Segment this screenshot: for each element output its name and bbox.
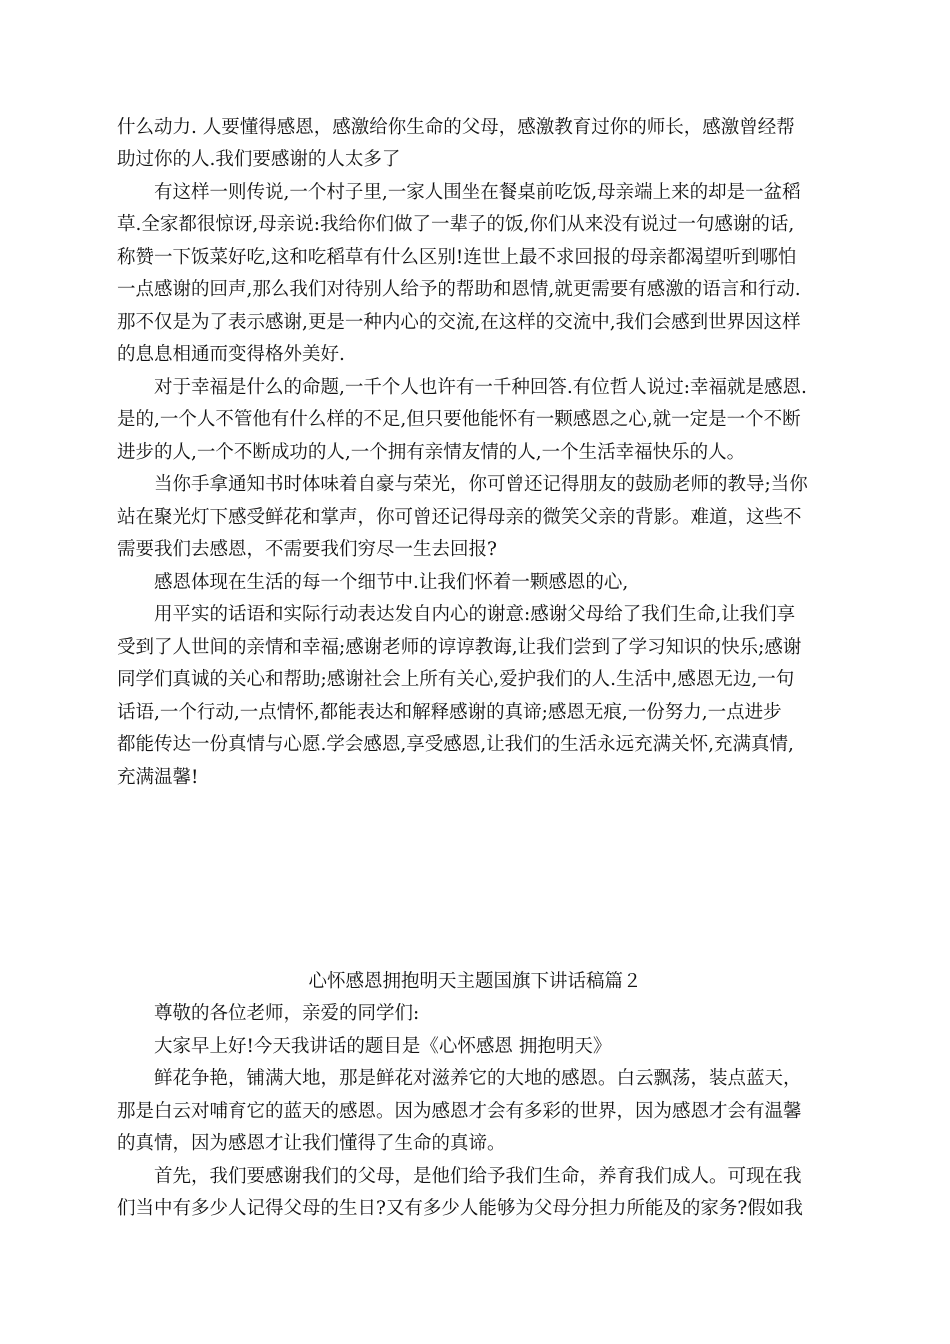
text-line: 大家早上好!今天我讲话的题目是《心怀感恩 拥抱明天》 (117, 1036, 612, 1057)
text-line: 当你手拿通知书时体味着自豪与荣光，你可曾还记得朋友的鼓励老师的教导;当你 (117, 474, 808, 495)
text-line: 尊敬的各位老师，亲爱的同学们: (117, 1003, 420, 1024)
text-line: 同学们真诚的关心和帮助;感谢社会上所有关心,爱护我们的人.生活中,感恩无边,一句 (117, 669, 795, 690)
section-title: 心怀感恩拥抱明天主题国旗下讲话稿篇２ (308, 971, 642, 992)
text-line: 的息息相通而变得格外美好. (117, 344, 345, 365)
text-line: 用平实的话语和实际行动表达发自内心的谢意:感谢父母给了我们生命,让我们享 (117, 604, 796, 625)
text-line: 进步的人,一个不断成功的人,一个拥有亲情友情的人,一个生活幸福快乐的人。 (117, 442, 746, 463)
text-line: 草.全家都很惊讶,母亲说:我给你们做了一辈子的饭,你们从来没有说过一句感谢的话, (117, 214, 795, 235)
text-line: 感恩体现在生活的每一个细节中.让我们怀着一颗感恩的心, (117, 572, 629, 593)
text-line: 有这样一则传说,一个村子里,一家人围坐在餐桌前吃饭,母亲端上来的却是一盆稻 (117, 182, 801, 203)
text-line: 充满温馨! (117, 767, 199, 788)
text-line: 助过你的人.我们要感谢的人太多了 (117, 149, 401, 170)
text-line: 那不仅是为了表示感谢,更是一种内心的交流,在这样的交流中,我们会感到世界因这样 (117, 312, 801, 333)
text-line: 首先，我们要感谢我们的父母，是他们给予我们生命，养育我们成人。可现在我 (117, 1166, 802, 1187)
text-line: 称赞一下饭菜好吃,这和吃稻草有什么区别!连世上最不求回报的母亲都渴望听到哪怕 (117, 247, 797, 268)
text-line: 是的,一个人不管他有什么样的不足,但只要他能怀有一颗感恩之心,就一定是一个不断 (117, 409, 801, 430)
text-line: 对于幸福是什么的命题,一千个人也许有一千种回答.有位哲人说过:幸福就是感恩. (117, 377, 807, 398)
text-line: 受到了人世间的亲情和幸福;感谢老师的谆谆教诲,让我们尝到了学习知识的快乐;感谢 (117, 637, 802, 658)
text-line: 那是白云对哺育它的蓝天的感恩。因为感恩才会有多彩的世界，因为感恩才会有温馨 (117, 1101, 802, 1122)
text-line: 什么动力. 人要懂得感恩，感激给你生命的父母，感激教育过你的师长，感激曾经帮 (117, 117, 795, 138)
text-line: 们当中有多少人记得父母的生日?又有多少人能够为父母分担力所能及的家务?假如我 (117, 1198, 803, 1219)
text-line: 一点感谢的回声,那么我们对待别人给予的帮助和恩情,就更需要有感激的语言和行动. (117, 279, 801, 300)
text-line: 需要我们去感恩，不需要我们穷尽一生去回报? (117, 539, 497, 560)
text-line: 的真情，因为感恩才让我们懂得了生命的真谛。 (117, 1133, 506, 1154)
text-line: 鲜花争艳，铺满大地，那是鲜花对滋养它的大地的感恩。白云飘荡，装点蓝天， (117, 1068, 802, 1089)
text-line: 话语,一个行动,一点情怀,都能表达和解释感谢的真谛;感恩无痕,一份努力,一点进步 (117, 702, 782, 723)
text-line: 站在聚光灯下感受鲜花和掌声，你可曾还记得母亲的微笑父亲的背影。难道，这些不 (117, 507, 802, 528)
text-line: 都能传达一份真情与心愿.学会感恩,享受感恩,让我们的生活永远充满关怀,充满真情, (117, 734, 794, 755)
